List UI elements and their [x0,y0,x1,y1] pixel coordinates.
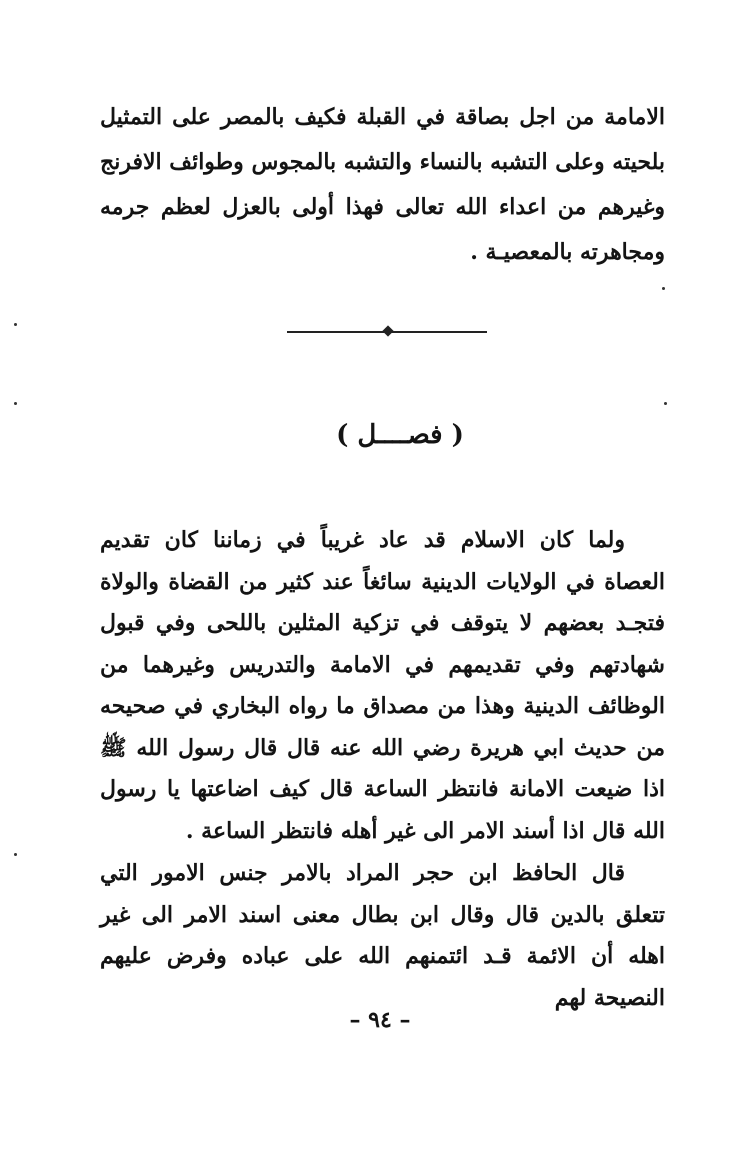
scan-speck [14,853,17,856]
divider-ornament [382,325,393,336]
page-number: – ٩٤ – [349,1007,411,1033]
paragraph-bottom: قال الحافظ ابن حجر المراد بالامر جنس الامور التي تتعلق بالدين قال وقال ابن بطال معنى اسند الامر الى غير اهله أن الائمة قـد ائتمنهم الله على عباده وفرض عليهم النصيحة لهم [100,860,665,1011]
scan-speck [14,402,17,405]
paragraph-top: الامامة من اجل بصاقة في القبلة فكيف بالمصر على التمثيل بلحيته وعلى التشبه بالنساء والتشبه بالمجوس وطوائف الافرنج وغيرهم من اعداء الله تعالى فهذا أولى بالعزل لعظم جرمه ومجاهرته بالمعصيـة . [100,104,665,265]
scan-speck [662,287,665,290]
paragraph-main: ولما كان الاسلام قد عاد غريباً في زماننا كان تقديم العصاة في الولايات الدينية سائغاً عند كثير من القضاة والولاة فتجـد بعضهم لا يتوقف في تزكية المثلين باللحى وفي قبول شهادتهم وفي تقديمهم في الامامة والتدريس وغيرهما من الوظائف الدينية وهذا من مصداق ما رواه البخاري في صحيحه من حديث ابي هريرة رضي الله عنه قال قال رسول الله ﷺ اذا ضيعت الامانة فانتظر الساعة قال كيف اضاعتها يا رسول الله قال اذا أسند الامر الى غير أهله فانتظر الساعة . [100,527,665,844]
scan-speck [664,402,667,405]
scan-speck [14,323,17,326]
section-heading: ( فصــــل ) [336,420,464,450]
